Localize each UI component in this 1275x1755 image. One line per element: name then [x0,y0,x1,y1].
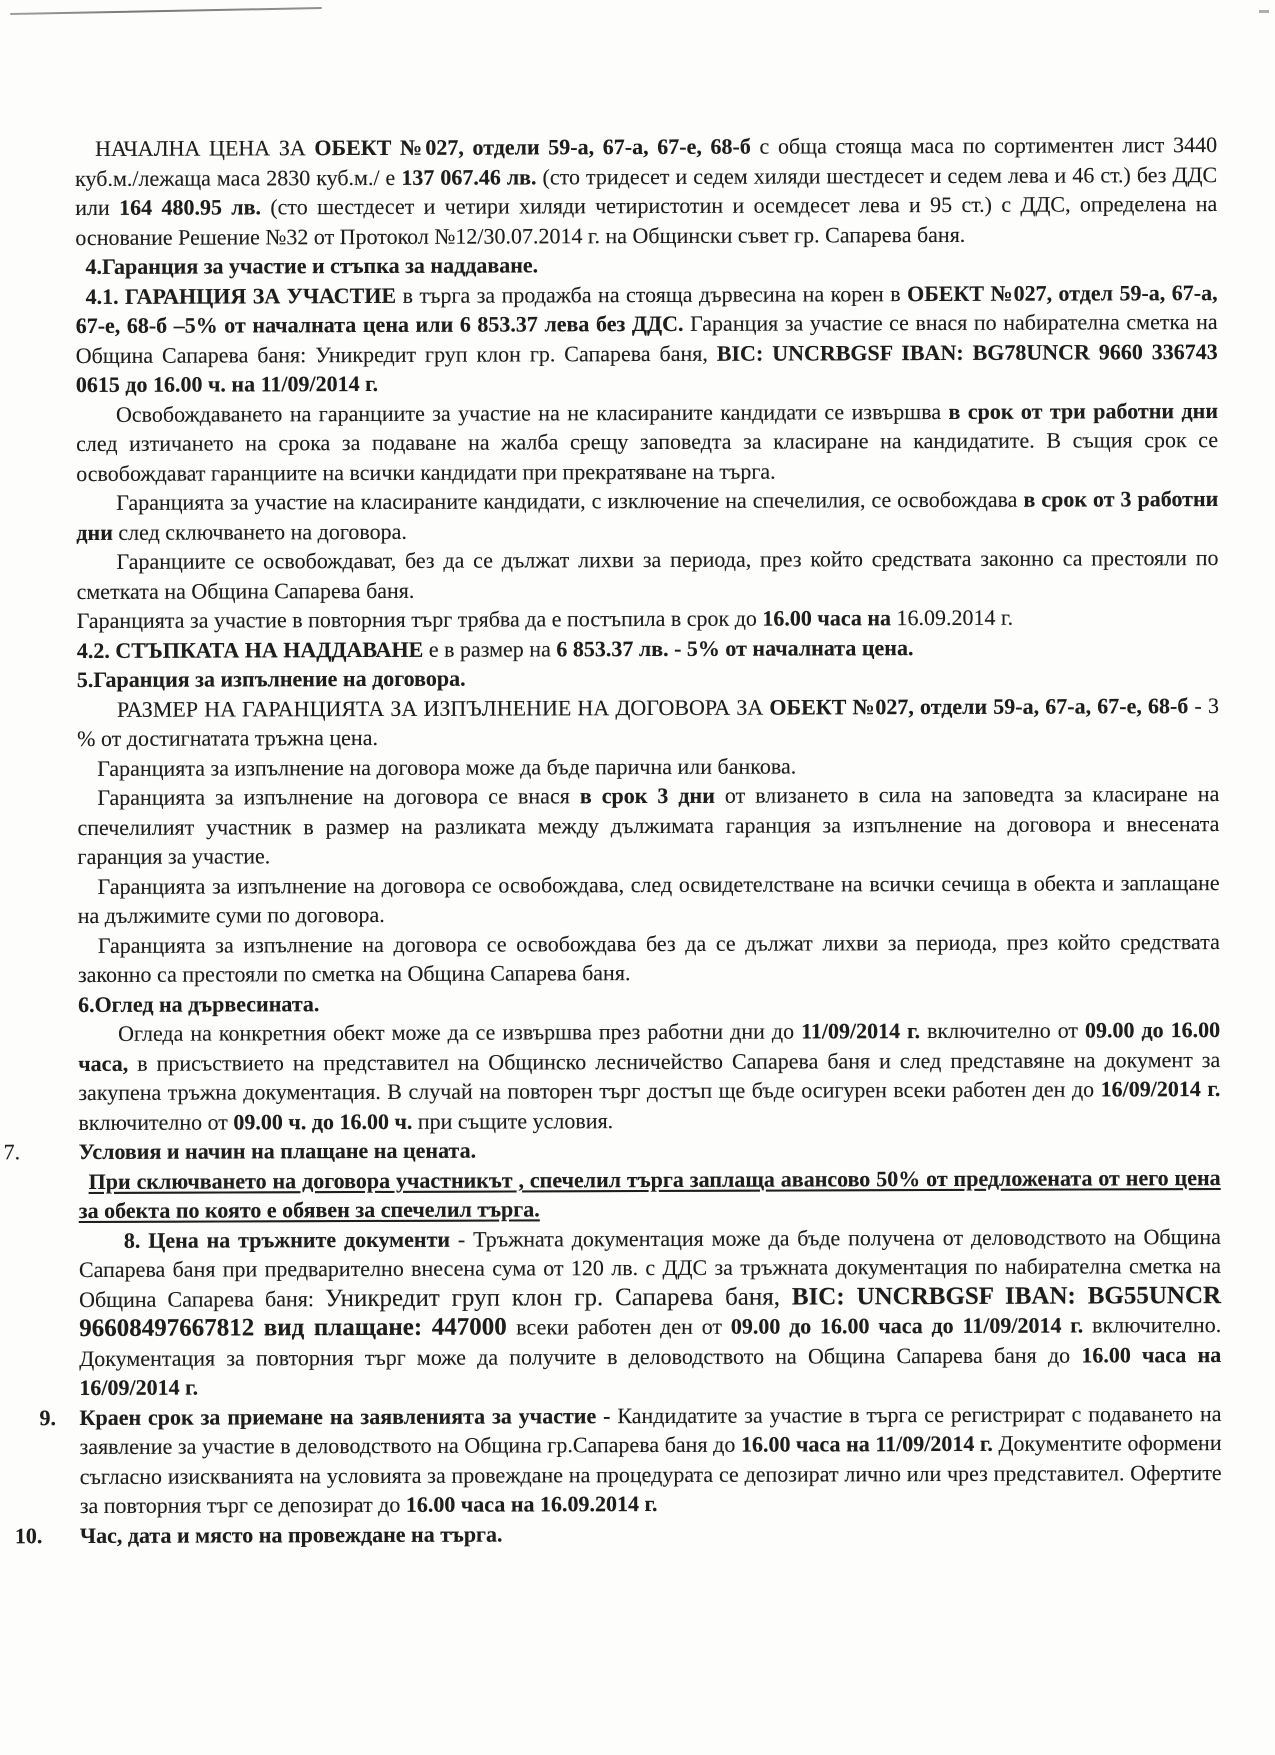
text-run: Гаранцията за изпълнение на договора може да бъде парична или банкова. [97,752,797,781]
text-run: при същите условия. [417,1107,614,1134]
text-run: BIC: UNCRBGSF IBAN: BG78UNCR 9660 336743 0615 до 16.00 ч. на 11/09/2014 г. [75,338,1218,397]
text-run: 6.Оглед на дървесината. [77,990,320,1017]
text-run: Уникредит груп клон гр. Сапарева баня, [325,1283,792,1312]
text-run: в срок от три работни дни [948,397,1219,424]
text-run: включително от [927,1017,1086,1044]
scan-artifact-dash [1259,10,1269,13]
text-run: 164 480.95 лв. [119,194,271,220]
text-run: 16/09/2014 г. [1100,1076,1221,1102]
text-run: 16.09.2014 г. [896,604,1014,631]
text-run: (сто шестдесет и четири хиляди четиристотин и осемдесет лева и 95 ст.) с ДДС, определена на основание Решение №32 от Протокол №12/30.07.2014 г. на Общински съвет гр. Сапарева баня. [75,191,1218,250]
text-run: 5.Гаранция за изпълнение на договора. [76,665,466,692]
text-run: 4.1. ГАРАНЦИЯ ЗА УЧАСТИЕ [85,282,403,309]
text-run: 16.00 часа на 16/09/2014 г. [79,1341,1222,1400]
text-run: Гаранцията за изпълнение на договора се освобождава, след освидетелстване на всички сечища в обекта и заплащане на дължимите суми по договора. [77,869,1220,928]
paragraph [14,1517,1222,1550]
text-run: Гаранция за участие се внася по набирателна сметка на Община Сапарева баня: Уникредит груп клон гр. Сапарева баня, [75,309,1218,368]
paragraph [77,602,1219,635]
text-run: включително. Документация за повторния търг може да получите в деловодството на Община Сапарева баня до [79,1312,1222,1371]
text-run: след сключването на договора. [118,518,407,545]
paragraph [77,691,1219,754]
text-run: - 3 % от достигнатата тръжна цена. [77,692,1220,751]
document-body [3,130,1222,1550]
text-run: 6 853.37 лв. - 5% от началната цена. [556,634,914,661]
text-run: в срок от 3 работни дни [76,486,1219,545]
text-run: в срок 3 дни [579,782,725,809]
text-run: включително от [78,1108,234,1135]
paragraph [3,1133,1221,1166]
text-run: е в размер на [428,635,557,662]
paragraph [39,1399,1222,1521]
paragraph [77,661,1219,694]
text-run: 11/09/2014 г. [801,1018,928,1044]
text-run: с обща стояща маса по сортиментен лист 3440 куб.м./лежаща маса 2830 куб.м./ е [75,132,1218,191]
text-run: РАЗМЕР НА ГАРАНЦИЯТА ЗА ИЗПЪЛНЕНИЕ НА ДОГОВОРА ЗА [116,694,770,722]
text-run: всеки работен ден от [516,1313,731,1340]
text-run: 09.00 до 16.00 часа до 11/09/2014 г. [730,1312,1093,1339]
text-run: ОБЕКТ №027, отдел 59-а, 67-а, 67-е, 68-б –5% от началната цена или 6 853.37 лева без ДДС. [75,279,1218,338]
text-run: Краен срок за приемане на заявленията за участие - [79,1402,618,1430]
text-run: Гаранциите се освобождават, без да се дължат лихви за периода, през който средствата законно са престояли по сметката на Община Сапарева баня. [76,545,1219,604]
paragraph [75,248,1217,281]
list-number: 10. [14,1522,43,1548]
scan-artifact-line [10,7,322,15]
text-run: в присъствието на представител на Общинско лесничейство Сапарева баня и след представяне на документ за закупена тръжна документация. В случай на повторен търг достъп ще бъде осигурен всеки работен ден до [78,1046,1221,1105]
text-run: 16.00 часа на 16.09.2014 г. [405,1490,658,1517]
text-run: 137 067.46 лв. [401,163,543,190]
paragraph [76,278,1218,400]
text-run: Гаранцията за изпълнение на договора се внася [97,783,580,810]
text-run: Освобождаването на гаранциите за участие на не класираните кандидати се извършва [115,398,949,427]
list-number: 7. [3,1139,21,1165]
paragraph [79,1222,1222,1403]
text-run: 16.00 часа на 11/09/2014 г. [740,1430,999,1457]
text-run: Документите оформени съгласно изискванията на условията за провеждане на процедурата се депозират лично или чрез представител. Офертите за повторния търг се депозират до [79,1430,1222,1518]
text-run: 16.00 часа на [762,605,897,631]
paragraph [77,779,1219,871]
paragraph [78,927,1220,990]
text-run: Огледа на конкретния обект може да се извършва през работни дни до [118,1018,802,1046]
text-run: ОБЕКТ №027, отдели 59-а, 67-а, 67-е, 68-б [314,133,760,161]
paragraph [78,986,1220,1019]
text-run: 4.Гаранция за участие и стъпка за наддаване. [85,252,539,279]
text-run: Гаранцията за участие на класираните кандидати, с изключение на спечелилия, се освобождава [116,486,1024,515]
paragraph [77,632,1219,665]
paragraph [79,1163,1221,1226]
text-run: 09.00 ч. до 16.00 ч. [233,1108,418,1134]
text-run: 4.2. СТЪПКАТА НА НАДДАВАНЕ [76,636,429,663]
text-run: 09.00 до 16.00 часа, [78,1017,1221,1076]
text-run: в търга за продажба на стояща дървесина на корен в [402,280,908,308]
text-run: след изтичането на срока за подаване на жалба срещу заповедта за класиране на кандидатите. В същия срок се освобождават гаранциите на всички кандидати при прекратяване на търга. [76,427,1219,486]
paragraph [77,750,1219,783]
text-run: Гаранцията за изпълнение на договора се освобождава без да се дължат лихви за периода, през който средствата законно са престояли по сметка на Община Сапарева баня. [77,928,1220,987]
text-run: 8. Цена на тръжните документи [123,1226,458,1253]
text-run: Гаранцията за участие в повторния търг трябва да е постъпила в срок до [76,605,763,633]
text-run: BIC: UNCRBGSF IBAN: BG55UNCR 96608497667812 вид плащане: 447000 [79,1281,1222,1342]
paragraph [76,484,1218,547]
paragraph [76,396,1218,488]
paragraph [78,1015,1220,1137]
text-run: ОБЕКТ №027, отдели 59-а, 67-а, 67-е, 68-б [769,692,1195,720]
text-run: Час, дата и място на провеждане на търга. [79,1521,503,1548]
text-run: от влизането в сила на заповедта за класиране на спечелилият участник в размер на разликата между дължимата гаранция за изпълнение на договора и внесената гаранция за участие. [77,781,1220,869]
text-run: Условия и начин на плащане на цената. [78,1137,477,1164]
text-run: (сто тридесет и седем хиляди шестдесет и седем лева и 46 ст.) без ДДС или [75,161,1218,220]
text-run: При сключването на договора участникът , спечелил търга заплаща авансово 50% от предложената от него цена за обекта по която е обявен за спечелил търга. [78,1164,1221,1223]
list-number: 9. [39,1404,57,1430]
paragraph [75,130,1217,252]
paragraph [76,543,1218,606]
text-run: - Тръжната документация може да бъде получена от деловодството на Община Сапарева баня при предварително внесена сума от 120 лв. с ДДС за тръжната документация по набирателна сметка на Община Сапарева баня: [78,1223,1222,1312]
text-run: Кандидатите за участие в търга се регистрират с подаването на заявление за участие в деловодството на Община гр.Сапарева баня до [79,1400,1222,1459]
text-run: НАЧАЛНА ЦЕНА ЗА [95,135,315,161]
paragraph [78,868,1220,931]
